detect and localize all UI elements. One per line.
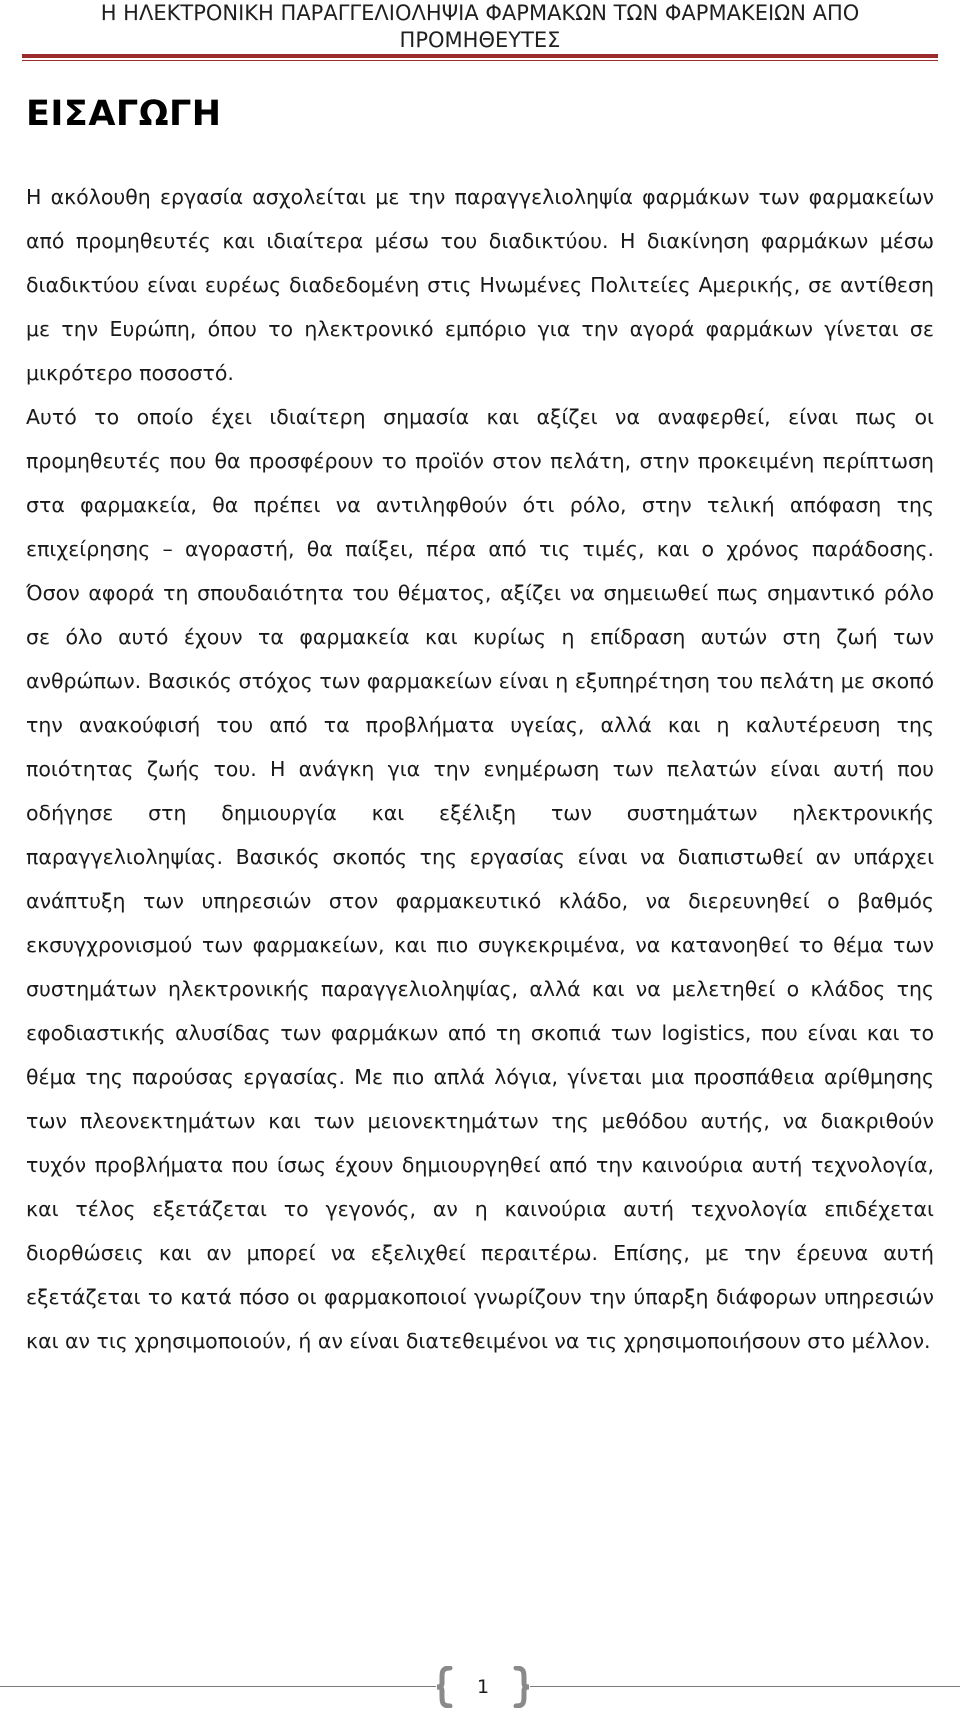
- paragraph-1: Η ακόλουθη εργασία ασχολείται με την παραγγελιοληψία φαρμάκων των φαρμακείων από προμηθευτές και ιδιαίτερα μέσω του διαδικτύου. Η διακίνηση φαρμάκων μέσω διαδικτύου είναι ευρέως διαδεδομένη στις Ηνωμένες Πολιτείες Αμερικής, σε αντίθεση με την Ευρώπη, όπου το ηλεκτρονικό εμπόριο για την αγορά φαρμάκων γίνεται σε μικρότερο ποσοστό.: [26, 185, 934, 385]
- running-header-line-1: Η ΗΛΕΚΤΡΟΝΙΚΗ ΠΑΡΑΓΓΕΛΙΟΛΗΨΙΑ ΦΑΡΜΑΚΩΝ ΤΩΝ ΦΑΡΜΑΚΕΙΩΝ ΑΠΟ: [100, 1, 860, 25]
- footer-rule-right: [530, 1686, 960, 1687]
- section-heading: ΕΙΣΑΓΩΓΗ: [26, 94, 222, 134]
- page-number: 1: [476, 1676, 490, 1698]
- page-number-brackets: [436, 1666, 530, 1708]
- running-header-line-2: ΠΡΟΜΗΘΕΥΤΕΣ: [399, 28, 561, 52]
- footer-rule-left: [0, 1686, 436, 1687]
- header-rule-thick: [22, 54, 938, 58]
- paragraph-2: Αυτό το οποίο έχει ιδιαίτερη σημασία και αξίζει να αναφερθεί, είναι πως οι προμηθευτές που θα προσφέρουν το προϊόν στον πελάτη, στην προκειμένη περίπτωση στα φαρμακεία, θα πρέπει να αντιληφθούν ότι ρόλο, στην τελική απόφαση της επιχείρησης – αγοραστή, θα παίξει, πέρα από τις τιμές, και ο χρόνος παράδοσης.: [26, 405, 934, 561]
- running-header: [0, 0, 960, 54]
- body-text: [26, 175, 934, 1363]
- header-rule-thin: [22, 60, 938, 61]
- paragraph-3: Όσον αφορά τη σπουδαιότητα του θέματος, αξίζει να σημειωθεί πως σημαντικό ρόλο σε όλο αυτό έχουν τα φαρμακεία και κυρίως η επίδραση αυτών στη ζωή των ανθρώπων. Βασικός στόχος των φαρμακείων είναι η εξυπηρέτηση του πελάτη με σκοπό την ανακούφισή του από τα προβλήματα υγείας, αλλά και η καλυτέρευση της ποιότητας ζωής του. Η ανάγκη για την ενημέρωση των πελατών είναι αυτή που οδήγησε στη δημιουργία και εξέλιξη των συστημάτων ηλεκτρονικής παραγγελιοληψίας. Βασικός σκοπός της εργασίας είναι να διαπιστωθεί αν υπάρχει ανάπτυξη των υπηρεσιών στον φαρμακευτικό κλάδο, να διερευνηθεί ο βαθμός εκσυγχρονισμού των φαρμακείων, και πιο συγκεκριμένα, να κατανοηθεί το θέμα των συστημάτων ηλεκτρονικής παραγγελιοληψίας, αλλά και να μελετηθεί ο κλάδος της εφοδιαστικής αλυσίδας των φαρμάκων από τη σκοπιά των logistics, που είναι και το θέμα της παρούσας εργασίας. Με πιο απλά λόγια, γίνεται μια προσπάθεια αρίθμησης των πλεονεκτημάτων και των μειονεκτημάτων της μεθόδου αυτής, να διακριθούν τυχόν προβλήματα που ίσως έχουν δημιουργηθεί από την καινούρια αυτή τεχνολογία, και τέλος εξετάζεται το γεγονός, αν η καινούρια αυτή τεχνολογία επιδέχεται διορθώσεις και αν μπορεί να εξελιχθεί περαιτέρω. Επίσης, με την έρευνα αυτή εξετάζεται το κατά πόσο οι φαρμακοποιοί γνωρίζουν την ύπαρξη διάφορων υπηρεσιών και αν τις χρησιμοποιούν, ή αν είναι διατεθειμένοι να τις χρησιμοποιήσουν στο μέλλον.: [26, 581, 934, 1353]
